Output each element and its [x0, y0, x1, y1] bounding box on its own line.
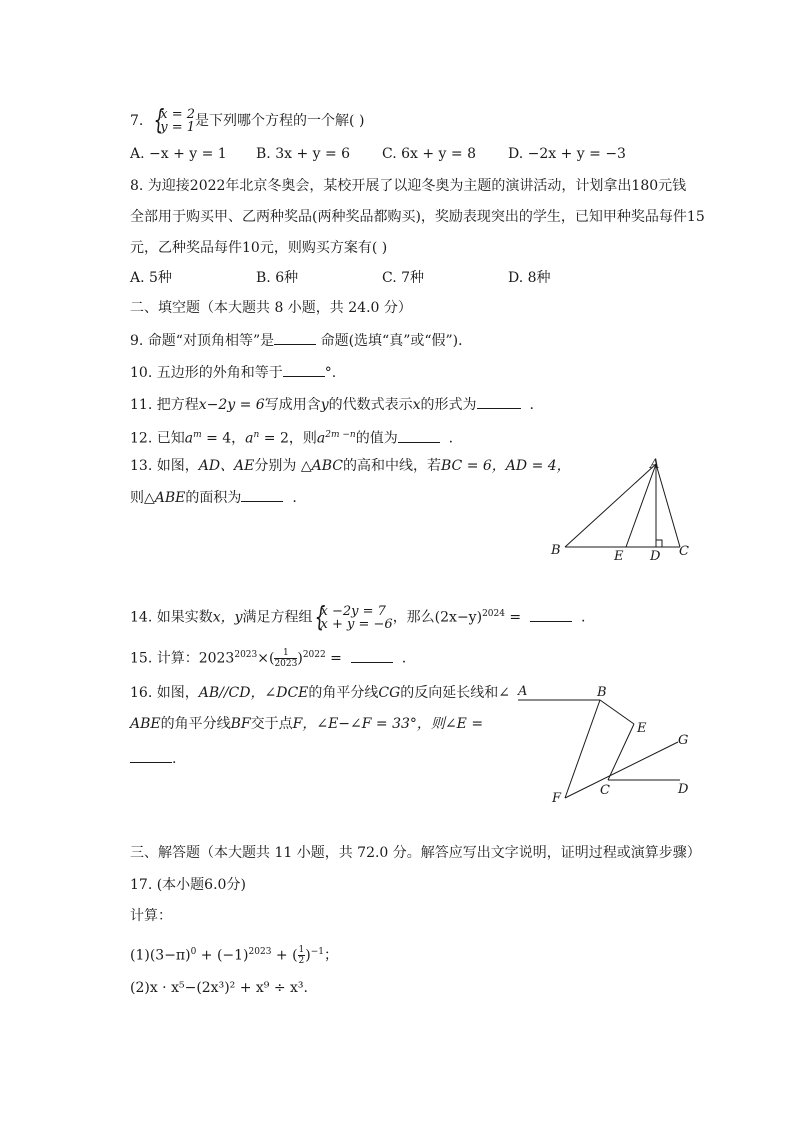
q12-a3: a [316, 430, 326, 447]
q11-end: . [529, 397, 534, 413]
q11-equation: x−2y = 6 [198, 397, 265, 413]
q11-text-mid2: 的代数式表示 [328, 397, 413, 413]
q13-blank [241, 487, 283, 502]
fig16-label-f: F [552, 791, 562, 806]
q13-conditions: BC = 6，AD = 4， [440, 458, 571, 474]
fig16-label-a: A [518, 684, 528, 699]
q14-system-line2: x + y = −6 [320, 616, 393, 632]
q7-stem: 是下列哪个方程的一个解( ) [195, 113, 365, 129]
q16-point-f: F [292, 716, 303, 732]
q8-option-b: B. 6种 [256, 270, 299, 286]
q17-part1 [130, 942, 338, 966]
fig13-label-c: C [679, 544, 689, 559]
fig16-label-e: E [637, 721, 647, 736]
q14-equals: = [504, 609, 526, 626]
q14-xy: x，y [212, 609, 243, 626]
q16-math1: AB//CD，∠DCE [198, 685, 309, 701]
q14-text-mid: 满足方程组 [242, 609, 313, 626]
q8-line3: 元，乙种奖品每件10元，则购买方案有( ) [130, 240, 388, 256]
fig16-label-d: D [678, 782, 689, 797]
q17-p1-exp1: 2023 [248, 947, 272, 957]
q12-blank [398, 428, 440, 443]
q7-equation-system [152, 103, 196, 136]
q15-equals: = [325, 650, 347, 667]
fig16-label-g: G [678, 733, 689, 748]
q7-option-d: D. −2x + y = −3 [508, 146, 626, 162]
q11-text-post: 的形式为 [420, 397, 477, 413]
q14-exponent: 2024 [482, 609, 505, 619]
q14-line [130, 599, 586, 633]
q13-line2 [130, 487, 297, 508]
fig13-label-b: B [551, 543, 561, 558]
q7-system-line1: x = 2 [160, 107, 196, 122]
q11-text-pre: 11. 把方程 [130, 397, 199, 413]
fig13-label-d: D [650, 549, 661, 564]
q10-text-pre: 10. 五边形的外角和等于 [130, 365, 283, 381]
q12-text-pre: 12. 已知 [130, 430, 185, 447]
q17-p1-c: + ( [271, 947, 298, 964]
q12-val2: = 2，则 [259, 430, 317, 447]
q16-end: . [172, 751, 177, 767]
q16-text-pre: 16. 如图， [130, 685, 199, 701]
q7-option-a: A. −x + y = 1 [130, 146, 227, 162]
q17-p1-d: ) [305, 947, 311, 964]
q17-p1-numerator: 1 [298, 945, 305, 956]
q13-abc: ABC [311, 458, 343, 474]
q7-option-b: B. 3x + y = 6 [256, 146, 351, 162]
fig16-label-c: C [600, 783, 610, 798]
q15-text-pre: 15. 计算：2023 [130, 650, 235, 667]
q15-blank [351, 648, 393, 663]
q7-system-line2: y = 1 [160, 120, 196, 135]
q9-text-pre: 9. 命题“对顶角相等”是 [130, 333, 275, 349]
q13-abe: ABE [154, 490, 186, 506]
q12-val1: = 4， [201, 430, 246, 447]
q11-line [130, 394, 534, 415]
q16-line2-mid: 的角平分线 [160, 716, 231, 732]
q13-line2-post: 的面积为 [185, 490, 242, 506]
q11-var-x: x [412, 397, 421, 413]
section3-heading: 三、解答题（本大题共 11 小题，共 72.0 分。解答应写出文字说明，证明过程或演算步骤） [130, 845, 701, 861]
q14-equation-system [313, 599, 393, 633]
q16-bf: BF [230, 716, 251, 732]
q13-line1 [130, 456, 571, 476]
q13-triangle-figure [540, 452, 700, 564]
q17-p1-exp2: −1 [310, 947, 325, 957]
q14-end: . [580, 609, 586, 626]
q15-denominator: 2023 [274, 659, 298, 670]
q16-text-post: 的反向延长线和∠ [400, 685, 511, 701]
q9-blank [274, 330, 316, 345]
q9-line [130, 330, 472, 351]
q13-line2-pre: 则△ [130, 490, 155, 506]
q14-system-line1: x −2y = 7 [320, 603, 386, 619]
q12-end: . [448, 430, 454, 447]
q12-a1: a [184, 430, 194, 447]
q12-text-post: 的值为 [355, 430, 398, 447]
brace-icon: { [314, 599, 325, 633]
q16-line2-mid2: 交于点 [250, 716, 293, 732]
q13-text-pre: 13. 如图， [130, 458, 199, 474]
q13-text-mid2: 的高和中线，若 [342, 458, 441, 474]
q10-line [130, 362, 336, 383]
q8-option-c: C. 7种 [382, 270, 425, 286]
q12-a2: a [245, 430, 254, 447]
q11-var-y: y [320, 397, 329, 413]
q12-line [130, 425, 453, 449]
q10-blank [283, 362, 325, 377]
q16-parallel-lines-figure [510, 680, 710, 810]
q8-line1: 8. 为迎接2022年北京冬奥会，某校开展了以迎冬奥为主题的演讲活动，计划拿出180元钱 [130, 178, 687, 194]
q12-exp-2m-n: 2m −n [325, 430, 356, 440]
q16-line2-post: ，∠E−∠F = 33°，则∠E = [302, 716, 484, 732]
fig16-label-b: B [597, 685, 607, 700]
q7-option-c: C. 6x + y = 8 [382, 146, 476, 162]
q16-abe: ABE [130, 716, 161, 732]
q15-exponent1: 2023 [234, 650, 258, 660]
q15-end: . [401, 650, 407, 667]
q16-line2 [130, 714, 483, 734]
q7-number: 7. [130, 113, 144, 129]
q13-ad-ae: AD、AE [198, 458, 255, 474]
q12-exp-m: m [193, 430, 202, 440]
q17-header: 17. (本小题6.0分) [130, 877, 246, 893]
q15-line [130, 645, 406, 669]
q15-fraction [274, 648, 297, 669]
q14-text-post: ，那么(2x−y) [392, 609, 483, 626]
brace-icon: { [153, 103, 165, 136]
q15-times: ×( [257, 650, 275, 667]
q9-text-post: 命题(选填“真”或“假”)． [320, 333, 473, 349]
q16-text-mid: 的角平分线 [308, 685, 379, 701]
q15-close: ) [297, 650, 303, 667]
q8-option-a: A. 5种 [130, 270, 172, 286]
section2-heading: 二、填空题（本大题共 8 小题，共 24.0 分） [130, 300, 412, 316]
q17-p1-end: ； [324, 947, 339, 964]
q13-text-mid: 分别为 △ [254, 458, 312, 474]
q12-exp-n: n [253, 430, 260, 440]
q17-p1-denominator: 2 [298, 956, 305, 967]
q14-text-pre: 14. 如果实数 [130, 609, 213, 626]
q17-part2: (2)x · x⁵−(2x³)² + x⁹ ÷ x³. [130, 980, 308, 996]
q13-end: . [292, 490, 297, 506]
fig13-label-e: E [614, 549, 624, 564]
q8-line2: 全部用于购买甲、乙两种奖品(两种奖品都购买)，奖励表现突出的学生，已知甲种奖品每件15 [130, 209, 705, 225]
q11-text-mid: 写成用含 [264, 397, 321, 413]
q11-blank [477, 394, 521, 409]
q17-calc-label: 计算： [130, 908, 172, 924]
q17-p1-a: (1)(3−π) [130, 947, 191, 964]
q10-text-post: °. [324, 365, 337, 381]
fig13-label-a: A [650, 457, 660, 472]
q8-option-d: D. 8种 [508, 270, 551, 286]
q16-line1 [130, 683, 510, 703]
q17-p1-b: + (−1) [196, 947, 249, 964]
q17-p1-exp0: 0 [190, 947, 197, 957]
q16-line3 [130, 748, 176, 769]
q7-line [130, 103, 365, 136]
q14-blank [530, 607, 572, 622]
q15-numerator: 1 [274, 648, 297, 659]
q16-cg: CG [378, 685, 401, 701]
q16-blank [130, 748, 172, 763]
q15-exponent2: 2022 [302, 650, 326, 660]
